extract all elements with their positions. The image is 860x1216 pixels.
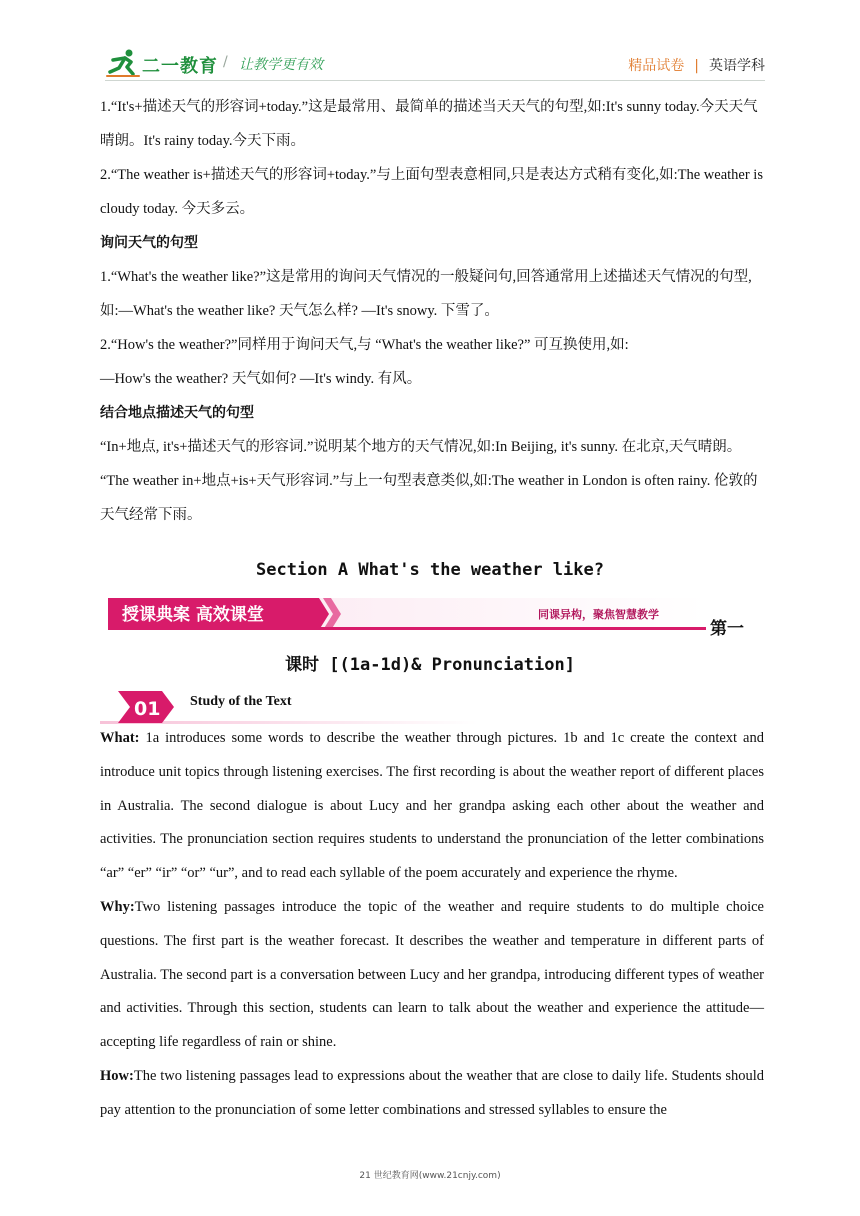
lesson-title: 课时 [(1a-1d)& Pronunciation] xyxy=(285,655,575,675)
header-category-sep: | xyxy=(694,58,699,74)
why-text: Two listening passages introduce the topic of the weather and require students to do multiple choice questions. The first part is the weather forecast. It describes the weather and temperature in different parts of Australia. The second part is a conversation between Lucy and her grandpa, introducing different types of weather and activities. Through this section, students can learn to talk about the weather and experience the attitude—accepting life regardless of rain or shine. xyxy=(100,898,764,1051)
header-category-a: 精品试卷 xyxy=(628,58,685,74)
intro-paragraph-2: 2.“The weather is+描述天气的形容词+today.”与上面句型表意相同,只是表达方式稍有变化,如:The weather is cloudy today. 今天多云。 xyxy=(100,167,763,217)
header-slash: / xyxy=(223,54,228,70)
what-text: 1a introduces some words to describe the weather through pictures. 1b and 1c create the context and introduce unit topics through listening exercises. The first recording is about the weather report of different places in Australia. The second dialogue is about Lucy and her grandpa asking each other about the weather and activities. The pronunciation section requires students to understand the pronunciation of the letter combinations “ar” “er” “ir” “or” “ur”, and to read each syllable of the poem accurately and experience the rhyme. xyxy=(100,730,764,882)
intro-block xyxy=(100,90,764,532)
brand-slogan: 让教学更有效 xyxy=(239,57,323,73)
heading-ask-weather: 询问天气的句型 xyxy=(100,235,198,251)
heading-place-weather: 结合地点描述天气的句型 xyxy=(100,405,254,421)
study-block xyxy=(100,722,764,1128)
how-paragraph xyxy=(100,1060,764,1128)
how-label: How: xyxy=(100,1067,134,1084)
what-label: What: xyxy=(100,730,140,746)
page-header xyxy=(105,48,765,82)
lesson-title-lead: 第一 xyxy=(710,619,744,639)
intro-paragraph-1: 1.“It's+描述天气的形容词+today.”这是最常用、最简单的描述当天天气的句型,如:It's sunny today.今天天气晴朗。It's rainy today.今天下雨。 xyxy=(100,99,758,149)
why-paragraph xyxy=(100,891,764,1060)
intro-paragraph-3: 1.“What's the weather like?”这是常用的询问天气情况的一般疑问句,回答通常用上述描述天气情况的句型,如:—What's the weather like? 天气怎么样? —It's snowy. 下雪了。 xyxy=(100,269,752,319)
study-title: Study of the Text xyxy=(190,694,292,709)
banner-right-text: 同课异构，聚焦智慧教学 xyxy=(538,608,659,621)
intro-paragraph-7: “The weather in+地点+is+天气形容词.”与上一句型表意类似,如:The weather in London is often rainy. 伦敦的天气经常下雨。 xyxy=(100,473,758,523)
intro-paragraph-6: “In+地点, it's+描述天气的形容词.”说明某个地方的天气情况,如:In Beijing, it's sunny. 在北京,天气晴朗。 xyxy=(100,439,742,455)
page-footer: 21 世纪教育网(www.21cnjy.com) xyxy=(359,1171,501,1181)
what-paragraph xyxy=(100,722,764,891)
header-divider xyxy=(105,80,765,81)
intro-paragraph-5: —How's the weather? 天气如何? —It's windy. 有风。 xyxy=(100,371,422,387)
header-category xyxy=(628,55,765,75)
banner-left-text: 授课典案 高效课堂 xyxy=(122,605,264,625)
why-label: Why: xyxy=(100,898,135,915)
runner-logo-icon xyxy=(105,48,141,78)
how-text: The two listening passages lead to expressions about the weather that are close to daily life. Students should pay attention to the pronunciation of some letter combinations and stressed syllables to ensure the xyxy=(100,1067,764,1118)
intro-paragraph-4: 2.“How's the weather?”同样用于询问天气,与 “What's the weather like?” 可互换使用,如: xyxy=(100,337,629,353)
study-number: 01 xyxy=(134,698,161,720)
section-title: Section A What's the weather like? xyxy=(256,560,604,580)
header-category-b: 英语学科 xyxy=(709,58,765,74)
brand-name: 二一教育 xyxy=(142,56,218,77)
lesson-banner xyxy=(108,596,708,632)
